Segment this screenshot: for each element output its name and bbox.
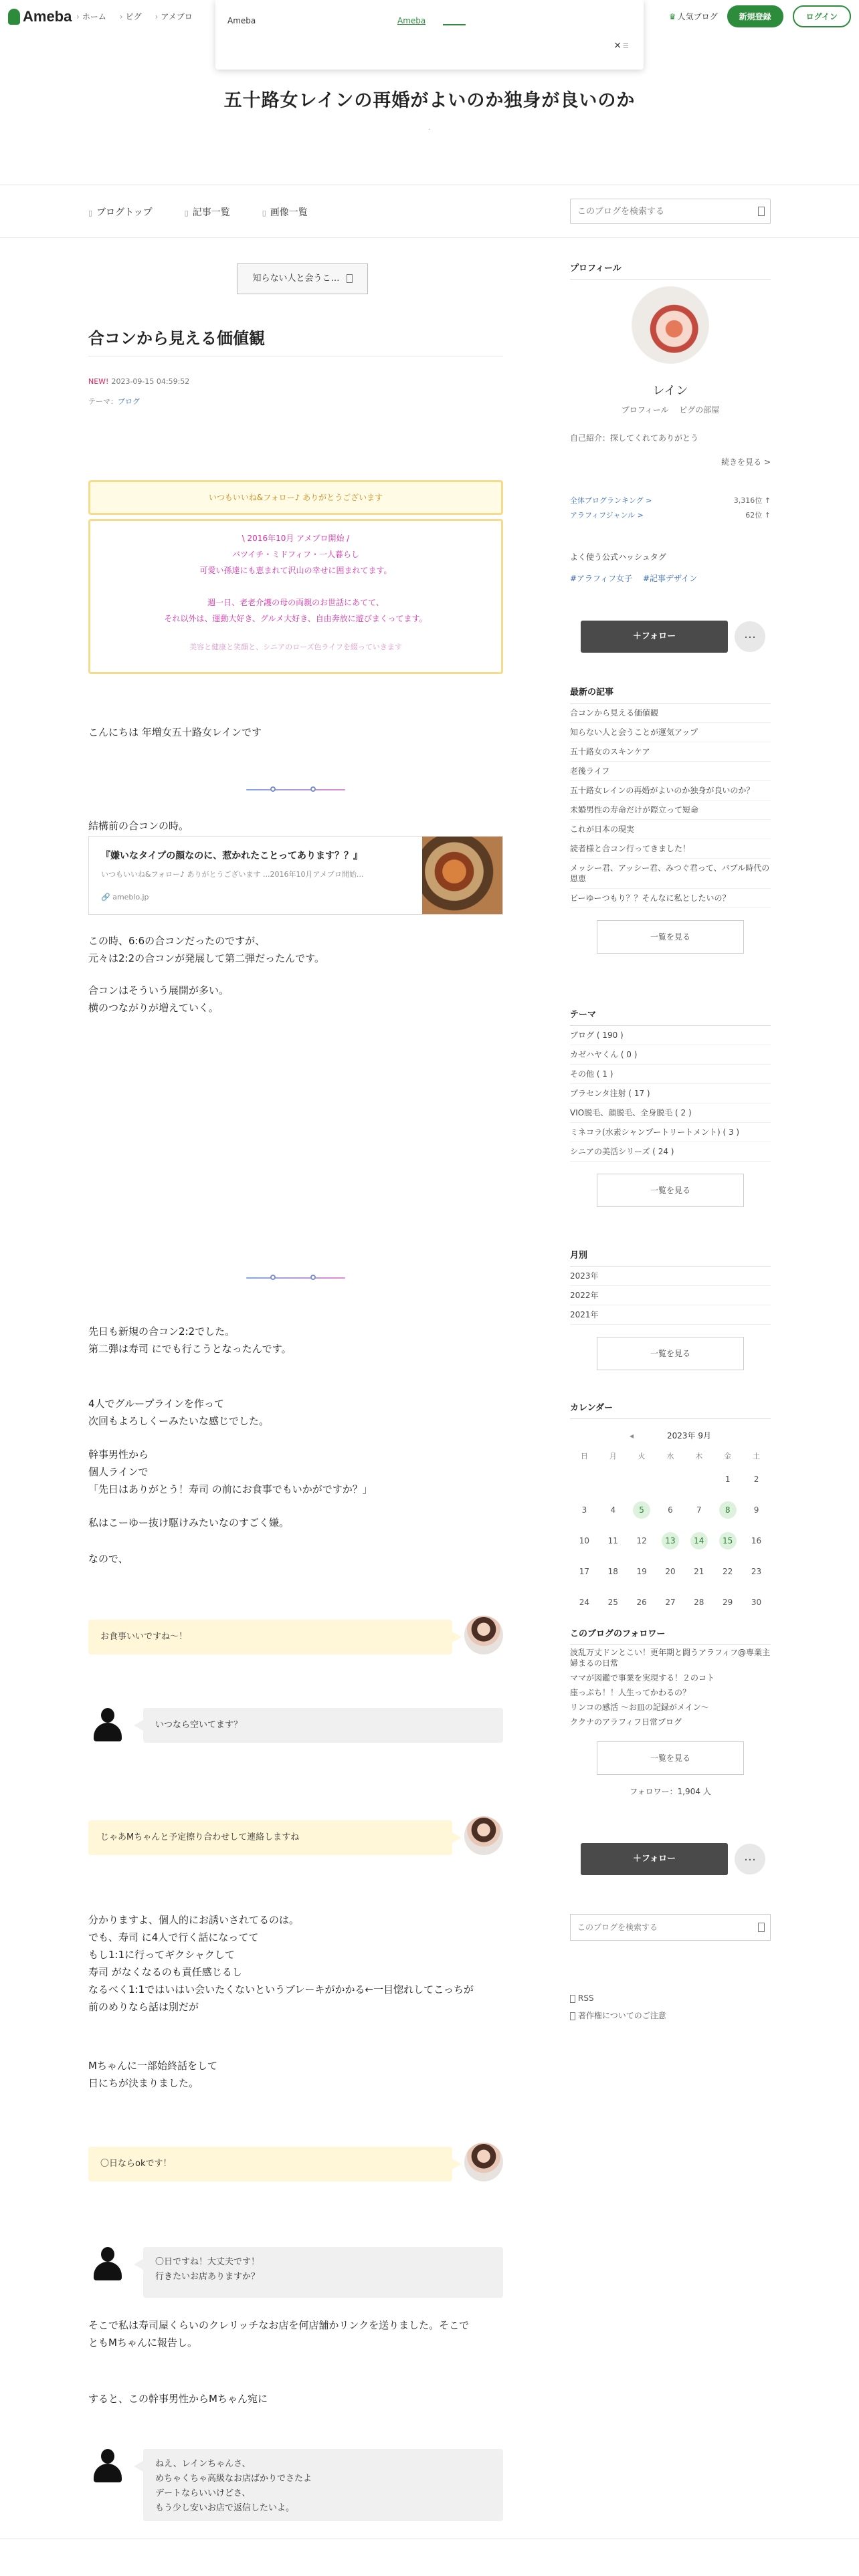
chat-text: 〇日ですね！大丈夫です！ 行きたいお店ありますか？ xyxy=(143,2247,503,2298)
calendar-day: 19 xyxy=(636,1567,647,1576)
copyright-link[interactable] xyxy=(570,2008,666,2024)
ranking-value: 62位 ↑ xyxy=(745,511,771,520)
calendar-day: 28 xyxy=(694,1598,704,1607)
chat-bubble-man xyxy=(88,1704,503,1745)
arrow-icon xyxy=(347,274,353,283)
calendar-day: 21 xyxy=(694,1567,704,1576)
hashtag-link[interactable]: #アラフィフ女子 xyxy=(570,574,633,583)
followers-more-button[interactable]: 一覧を見る xyxy=(597,1741,744,1775)
intro-line: それ以外は、運動大好き、グルメ大好き、自由奔放に遊びまくってます。 xyxy=(164,614,427,623)
link-card-snippet: いつもいいね&フォロー♪ ありがとうございます ...2016年10月アメブロ開始... xyxy=(101,870,364,879)
blog-nav xyxy=(0,185,859,238)
sidebar-search xyxy=(570,1914,771,1941)
article-date xyxy=(88,377,189,386)
calendar-weekday: 日 xyxy=(580,1452,588,1461)
follower-blog-link[interactable]: 座っぷち！！人生ってかわるの？ xyxy=(570,1688,691,1697)
calendar-day: 20 xyxy=(665,1567,676,1576)
intro-line: 週一日、老老介護の母の両親のお世話にあてて、 xyxy=(207,598,384,607)
profile-links[interactable]: プロフィール ピグの部屋 xyxy=(621,405,720,415)
profile-avatar[interactable] xyxy=(632,286,709,364)
calendar-day: 10 xyxy=(579,1536,590,1545)
global-nav xyxy=(70,11,199,22)
link-card-domain: ameblo.jp xyxy=(112,893,149,901)
calendar-day: 29 xyxy=(723,1598,733,1607)
recent-entry-link[interactable]: 知らない人と会うことが運気アップ xyxy=(570,723,771,742)
calendar-day xyxy=(690,1470,708,1487)
calendar-weekday: 月 xyxy=(609,1452,617,1461)
article-datetime: 2023-09-15 04:59:52 xyxy=(111,377,190,386)
chat-bubble-woman xyxy=(88,2143,503,2184)
recent-heading: 最新の記事 xyxy=(570,685,771,704)
intro-line: 可愛い孫達にも恵まれて沢山の幸せに囲まれてます。 xyxy=(199,566,392,575)
man-avatar xyxy=(88,2243,127,2282)
chat-bubble-man xyxy=(88,2243,503,2284)
calendar-heading: カレンダー xyxy=(570,1400,771,1419)
follower-count: フォロワー：1,904 人 xyxy=(630,1787,711,1796)
blog-search xyxy=(570,199,771,224)
search-icon[interactable] xyxy=(758,207,765,216)
section-divider xyxy=(246,785,345,794)
hashtag-link[interactable]: #記事デザイン xyxy=(642,574,698,583)
ranking-label: アラフィフジャンル > xyxy=(570,511,644,520)
follow-button-bottom[interactable]: ＋フォロー xyxy=(581,1843,728,1875)
calendar-month: 2023年 9月 xyxy=(667,1431,712,1440)
theme-link[interactable]: シニアの美活シリーズ ( 24 ) xyxy=(570,1142,771,1162)
sidebar-search-input[interactable] xyxy=(571,1915,738,1940)
theme-label: テーマ： xyxy=(88,397,118,406)
chat-text: いつなら空いてます？ xyxy=(143,1708,503,1743)
calendar-day[interactable]: 15 xyxy=(719,1532,737,1549)
calendar-day: 12 xyxy=(636,1536,647,1545)
monthly-more-button[interactable]: 一覧を見る xyxy=(597,1337,744,1370)
calendar-day: 26 xyxy=(636,1598,647,1607)
theme-link[interactable]: ブログ ( 190 ) xyxy=(570,1026,771,1045)
calendar-day xyxy=(575,1470,593,1487)
profile-intro: 自己紹介：探してくれてありがとう xyxy=(570,433,699,443)
info-icon xyxy=(570,2012,575,2020)
blog-title[interactable]: 五十路女レインの再婚がよいのか独身が良いのか xyxy=(223,90,636,111)
follower-blog-link[interactable]: ククナのアラフィフ日常ブログ xyxy=(570,1717,682,1727)
intro-line: バツイチ・ミドフィフ・一人暮らし xyxy=(231,550,360,559)
calendar-day xyxy=(662,1470,679,1487)
calendar-day: 11 xyxy=(607,1536,618,1545)
global-nav-pigg[interactable]: › ピグ xyxy=(113,11,149,22)
ameba-logo[interactable] xyxy=(8,8,72,25)
followers-heading: このブログのフォロワー xyxy=(570,1626,771,1645)
link-card-title: 『嫌いなタイプの顔なのに、惹かれたことってあります？？』 xyxy=(101,851,363,861)
chat-text: 〇日ならokです！ xyxy=(88,2147,452,2181)
search-icon[interactable] xyxy=(758,1923,765,1932)
recent-entry-link[interactable]: 老後ライフ xyxy=(570,762,771,781)
recent-entry-link[interactable]: ビーゆーつもり？？そんなに私としたいの？ xyxy=(570,889,771,908)
calendar-day: 18 xyxy=(607,1567,618,1576)
calendar-week xyxy=(570,1525,771,1556)
ad-link[interactable]: Ameba xyxy=(397,16,426,25)
calendar-day: 30 xyxy=(751,1598,762,1607)
calendar-week xyxy=(570,1464,771,1495)
blog-nav-entries[interactable]: ▯ 記事一覧 xyxy=(185,205,230,219)
global-nav-ameblo[interactable]: › アメブロ xyxy=(149,11,199,22)
follower-blog-link[interactable]: リンコの感活 〜お皿の記録がメイン〜 xyxy=(570,1703,709,1712)
global-nav-home[interactable]: › ホーム xyxy=(70,11,113,22)
blog-search-input[interactable] xyxy=(571,199,745,223)
month-link[interactable]: 2023年 xyxy=(570,1267,771,1286)
new-badge: NEW! xyxy=(88,377,109,386)
follower-blog-link[interactable]: 波乱万丈ドンとこい！更年期と闘うアラフィフ@専業主婦まるの日常 xyxy=(570,1648,771,1668)
calendar-day: 22 xyxy=(723,1567,733,1576)
calendar-day: 2 xyxy=(753,1475,759,1484)
section-divider xyxy=(246,1273,345,1283)
link-card-thumbnail xyxy=(422,837,502,914)
crown-icon: ♛ xyxy=(668,12,676,21)
ranking-overall[interactable] xyxy=(570,495,771,506)
calendar-day: 25 xyxy=(607,1598,618,1607)
login-button[interactable]: ログイン xyxy=(793,5,851,27)
chat-bubble-woman xyxy=(88,1616,503,1657)
woman-avatar xyxy=(464,1816,503,1855)
hashtag-heading: よく使う公式ハッシュタグ xyxy=(570,552,666,562)
follower-blog-link[interactable]: ママが図鑑で事業を実現する！２のコト xyxy=(570,1673,715,1683)
theme-link[interactable]: プラセンタ注射 ( 17 ) xyxy=(570,1084,771,1103)
theme-section xyxy=(570,1007,771,1207)
follow-button[interactable]: ＋フォロー xyxy=(581,621,728,653)
ranking-value: 3,316位 ↑ xyxy=(733,496,771,505)
prev-month-button[interactable]: ◂ xyxy=(629,1431,634,1440)
rss-icon xyxy=(570,1995,575,2003)
chat-bubble-man xyxy=(88,2445,503,2513)
calendar-week xyxy=(570,1587,771,1618)
blog-nav-images[interactable]: ▯ 画像一覧 xyxy=(262,205,308,219)
recent-entry-link[interactable]: 未婚男性の寿命だけが際立って短命 xyxy=(570,800,771,820)
more-options-button[interactable]: … xyxy=(735,621,765,652)
rss-label: RSS xyxy=(578,1994,594,2003)
recent-entries xyxy=(570,685,771,954)
close-icon: × xyxy=(613,40,622,51)
calendar-day[interactable]: 8 xyxy=(719,1501,737,1519)
calendar-day: 3 xyxy=(581,1505,587,1515)
paragraph: 4人でグループラインを作って 次回もよろしくーみたいな感じでした。 xyxy=(88,1398,270,1427)
paragraph: すると、この幹事男性からMちゃん宛に xyxy=(88,2393,268,2405)
theme-more-button[interactable]: 一覧を見る xyxy=(597,1174,744,1207)
blog-nav-top[interactable]: ▯ ブログトップ xyxy=(88,205,153,219)
ameba-logo-icon xyxy=(8,9,20,25)
thanks-banner: いつもいいね&フォロー♪ ありがとうございます xyxy=(88,480,503,515)
calendar-grid xyxy=(570,1448,771,1618)
woman-avatar xyxy=(464,1616,503,1654)
man-avatar xyxy=(88,2445,127,2484)
month-link[interactable]: 2021年 xyxy=(570,1305,771,1325)
calendar-day[interactable]: 5 xyxy=(633,1501,650,1519)
article-title[interactable]: 合コンから見える価値観 xyxy=(88,329,265,348)
monthly-section xyxy=(570,1248,771,1370)
calendar-day: 7 xyxy=(696,1505,702,1515)
calendar-day: 24 xyxy=(579,1598,590,1607)
calendar-day: 23 xyxy=(751,1567,762,1576)
calendar-day xyxy=(604,1470,622,1487)
calendar-week xyxy=(570,1495,771,1525)
ad-underline xyxy=(443,24,466,25)
calendar-weekday: 火 xyxy=(638,1452,646,1461)
ranking-genre[interactable] xyxy=(570,510,771,520)
theme-link[interactable]: VIO脱毛、顔脱毛、全身脱毛 ( 2 ) xyxy=(570,1103,771,1123)
man-avatar xyxy=(88,1704,127,1743)
menu-icon: ☰ xyxy=(623,43,629,50)
chat-bubble-woman xyxy=(88,1816,503,1858)
theme-heading: テーマ xyxy=(570,1007,771,1026)
recent-entry-link[interactable]: メッシー君、アッシー君、みつぐ君って、バブル時代の恩恵 xyxy=(570,859,771,889)
calendar-weekday: 木 xyxy=(695,1452,703,1461)
calendar-day: 4 xyxy=(610,1505,616,1515)
paragraph: 先日も新規の合コン2:2でした。 第二弾は寿司 にでも行こうとなったんです。 xyxy=(88,1325,292,1355)
paragraph: 合コンはそういう展開が多い。 横のつながりが増えていく。 xyxy=(88,984,229,1014)
chat-text: お食事いいですね～！ xyxy=(88,1620,452,1654)
intro-box xyxy=(88,519,503,674)
profile-section xyxy=(570,261,771,280)
calendar-day[interactable]: 13 xyxy=(662,1532,679,1549)
calendar-day: 1 xyxy=(725,1475,731,1484)
calendar-day: 27 xyxy=(665,1598,676,1607)
recent-entry-link[interactable]: 五十路女レインの再婚がよいのか独身が良いのか？ xyxy=(570,781,771,800)
calendar-day[interactable]: 14 xyxy=(690,1532,708,1549)
greeting: こんにちは 年増女五十路女レインです xyxy=(88,726,262,738)
recent-entry-link[interactable]: 合コンから見える価値観 xyxy=(570,704,771,723)
paragraph: この時、6:6の合コンだったのですが、 元々は2:2の合コンが発展して第二弾だったんです。 xyxy=(88,935,324,964)
copyright-label: 著作権についてのご注意 xyxy=(578,2011,666,2020)
popular-blog-link[interactable] xyxy=(669,11,718,22)
calendar-day: 16 xyxy=(751,1536,762,1545)
rss-link[interactable] xyxy=(570,1990,594,2006)
month-link[interactable]: 2022年 xyxy=(570,1286,771,1305)
recent-entry-link[interactable]: これが日本の現実 xyxy=(570,820,771,839)
profile-heading: プロフィール xyxy=(570,261,771,280)
calendar-weekday: 水 xyxy=(666,1452,674,1461)
paragraph: 分かりますよ、個人的にお誘いされてるのは。 でも、寿司 に4人で行く話になってて もし1:1に行ってギクシャクして 寿司 がなくなるのも責任感じるし なるべく1:1ではいはい会いたくないというブレーキがかかる←一目惚れしてこっちが 前のめりなら話は別だが xyxy=(88,1914,474,2013)
blog-link-card[interactable] xyxy=(88,836,503,915)
related-entry-button[interactable] xyxy=(237,263,368,294)
ad-overlay xyxy=(215,0,644,70)
intro-note: 美容と健康と笑顔と、シニアのローズ色ライフを綴っていきます xyxy=(189,643,402,651)
register-button[interactable]: 新規登録 xyxy=(727,5,783,27)
profile-name[interactable]: レイン xyxy=(652,384,688,398)
link-card-url: 🔗 ameblo.jp xyxy=(101,893,149,901)
paragraph: 結構前の合コンの時。 xyxy=(88,820,189,832)
theme-link[interactable]: ミネコラ(水素シャンプートリートメント) ( 3 ) xyxy=(570,1123,771,1142)
more-options-button-bottom[interactable]: … xyxy=(735,1844,765,1874)
calendar-day xyxy=(633,1470,650,1487)
calendar-day: 9 xyxy=(753,1505,759,1515)
paragraph: 私はこーゆー抜け駆けみたいなのすごく嫌。 xyxy=(88,1517,290,1529)
paragraph: なので、 xyxy=(88,1553,128,1565)
theme-link[interactable]: ブログ xyxy=(118,397,140,406)
profile-more-link[interactable]: 続きを見る > xyxy=(721,457,771,467)
followers-section xyxy=(570,1626,771,1797)
recent-more-button[interactable]: 一覧を見る xyxy=(597,920,744,954)
hashtag-list xyxy=(570,572,705,584)
paragraph: 幹事男性から 個人ラインで 「先日はありがとう！寿司 の前にお食事でもいかがですか？」 xyxy=(88,1448,373,1495)
intro-line: \ 2016年10月 アメブロ開始 / xyxy=(242,534,350,543)
blog-description: . xyxy=(428,124,431,132)
calendar-day: 6 xyxy=(668,1505,673,1515)
chat-text: ねえ、レインちゃんさ、 めちゃくちゃ高級なお店ばかりでさたよ デートならいいけどさ、 もう少し安いお店で返信したいよ。 xyxy=(143,2449,503,2521)
recent-entry-link[interactable]: 五十路女のスキンケア xyxy=(570,742,771,762)
calendar-week xyxy=(570,1556,771,1587)
paragraph: そこで私は寿司屋くらいのクレリッチなお店を何店舗かリンクを送りました。そこで ともMちゃんに報告し。 xyxy=(88,2319,470,2349)
theme-link[interactable]: カゼハヤくん ( 0 ) xyxy=(570,1045,771,1065)
calendar-weekday: 金 xyxy=(724,1452,732,1461)
ad-close-button[interactable] xyxy=(613,40,629,51)
theme-link[interactable]: その他 ( 1 ) xyxy=(570,1065,771,1084)
woman-avatar xyxy=(464,2143,503,2181)
chat-text: じゃあMちゃんと予定擦り合わせして連絡しますね xyxy=(88,1820,452,1855)
paragraph: Mちゃんに一部始終話をして 日にちが決まりました。 xyxy=(88,2060,217,2089)
popular-blog-label: 人気ブログ xyxy=(677,12,718,21)
monthly-heading: 月別 xyxy=(570,1248,771,1267)
calendar-weekday: 土 xyxy=(753,1452,761,1461)
ad-label: Ameba xyxy=(227,16,256,25)
ameba-logo-text: Ameba xyxy=(23,8,72,25)
article-theme xyxy=(88,396,140,407)
calendar xyxy=(570,1400,771,1618)
recent-entry-link[interactable]: 読者様と合コン行ってきました！ xyxy=(570,839,771,859)
ranking-label: 全体ブログランキング > xyxy=(570,496,652,505)
related-entry-label: 知らない人と会うこ… xyxy=(252,274,340,284)
calendar-day: 17 xyxy=(579,1567,590,1576)
